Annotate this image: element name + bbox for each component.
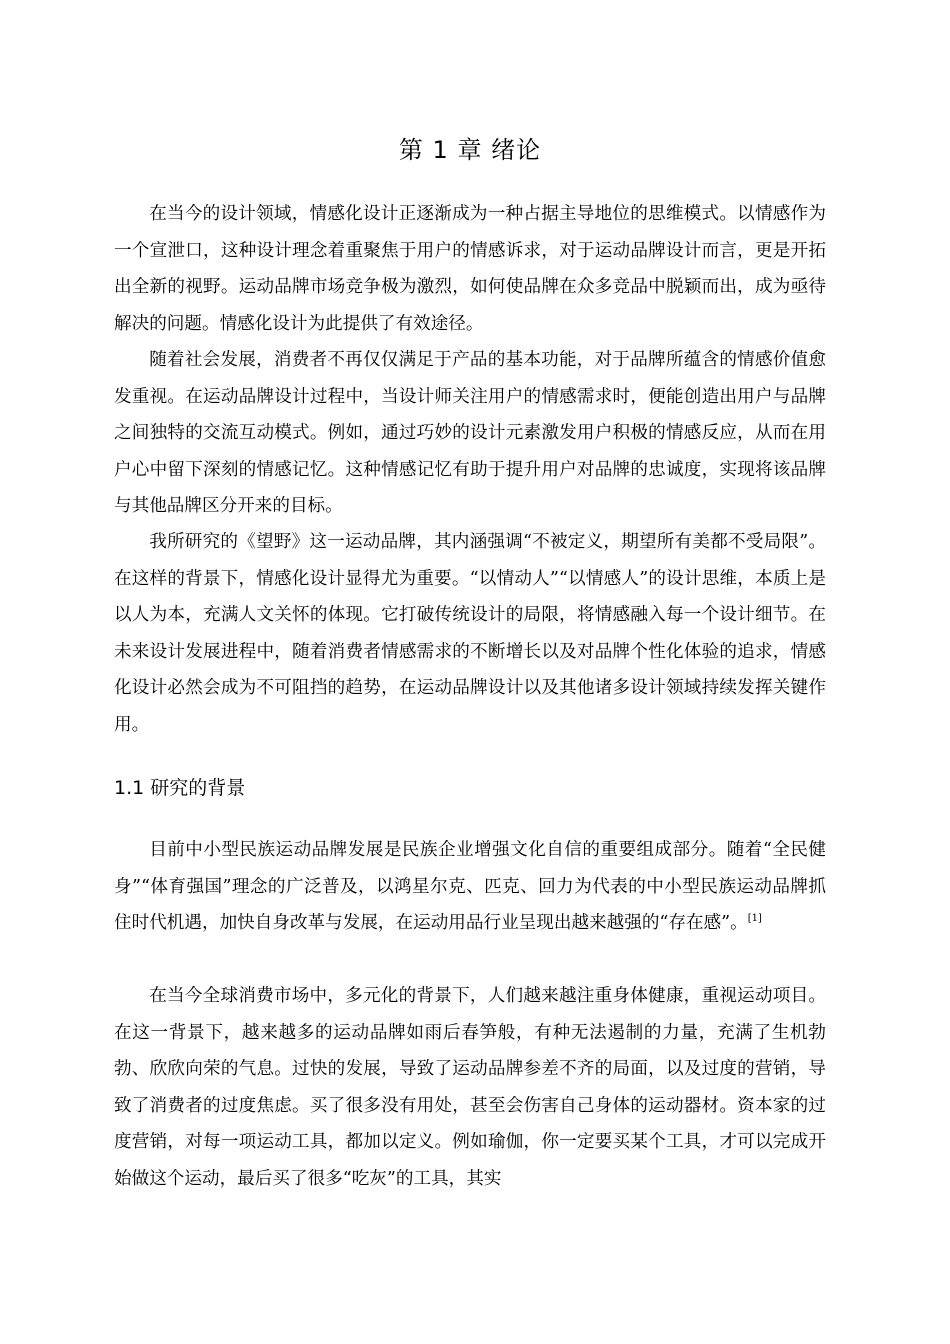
background-paragraph-2: 在当今全球消费市场中，多元化的背景下，人们越来越注重身体健康，重视运动项目。在这一背景下，越来越多的运动品牌如雨后春笋般，有种无法遏制的力量，充满了生机勃勃、欣欣向荣的气息。过快的发展，导致了运动品牌参差不齐的局面，以及过度的营销，导致了消费者的过度焦虑。买了很多没有用处，甚至会伤害自己身体的运动器材。资本家的过度营销，对每一项运动工具，都加以定义。例如瑜伽，你一定要买某个工具，才可以完成开始做这个运动，最后买了很多“吃灰”的工具，其实 (114, 986, 826, 1189)
citation-ref: [1] (747, 913, 762, 925)
intro-paragraph-1: 在当今的设计领域，情感化设计正逐渐成为一种占据主导地位的思维模式。以情感作为一个宣泄口，这种设计理念着重聚焦于用户的情感诉求，对于运动品牌设计而言，更是开拓出全新的视野。运动品牌市场竞争极为激烈，如何使品牌在众多竞品中脱颖而出，成为亟待解决的问题。情感化设计为此提供了有效途径。 (114, 204, 826, 334)
chapter-title: 第 1 章 绪论 (398, 136, 542, 164)
intro-paragraph-3: 我所研究的《望野》这一运动品牌，其内涵强调“不被定义，期望所有美都不受局限”。在这样的背景下，情感化设计显得尤为重要。“以情动人”“以情感人”的设计思维，本质上是以人为本，充满人文关怀的体现。它打破传统设计的局限，将情感融入每一个设计细节。在未来设计发展进程中，随着消费者情感需求的不断增长以及对品牌个性化体验的追求，情感化设计必然会成为不可阻挡的趋势，在运动品牌设计以及其他诸多设计领域持续发挥关键作用。 (114, 532, 826, 735)
intro-paragraph-2: 随着社会发展，消费者不再仅仅满足于产品的基本功能，对于品牌所蕴含的情感价值愈发重视。在运动品牌设计过程中，当设计师关注用户的情感需求时，便能创造出用户与品牌之间独特的交流互动模式。例如，通过巧妙的设计元素激发用户积极的情感反应，从而在用户心中留下深刻的情感记忆。这种情感记忆有助于提升用户对品牌的忠诚度，实现将该品牌与其他品牌区分开来的目标。 (114, 350, 826, 516)
section-title-1-1: 1.1 研究的背景 (114, 777, 246, 799)
background-paragraph-1-text: 目前中小型民族运动品牌发展是民族企业增强文化自信的重要组成部分。随着“全民健身”“体育强国”理念的广泛普及，以鸿星尔克、匹克、回力为代表的中小型民族运动品牌抓住时代机遇，加快自身改革与发展，在运动用品行业呈现出越来越强的“存在感”。 (114, 840, 826, 933)
background-paragraph-1 (114, 832, 826, 942)
